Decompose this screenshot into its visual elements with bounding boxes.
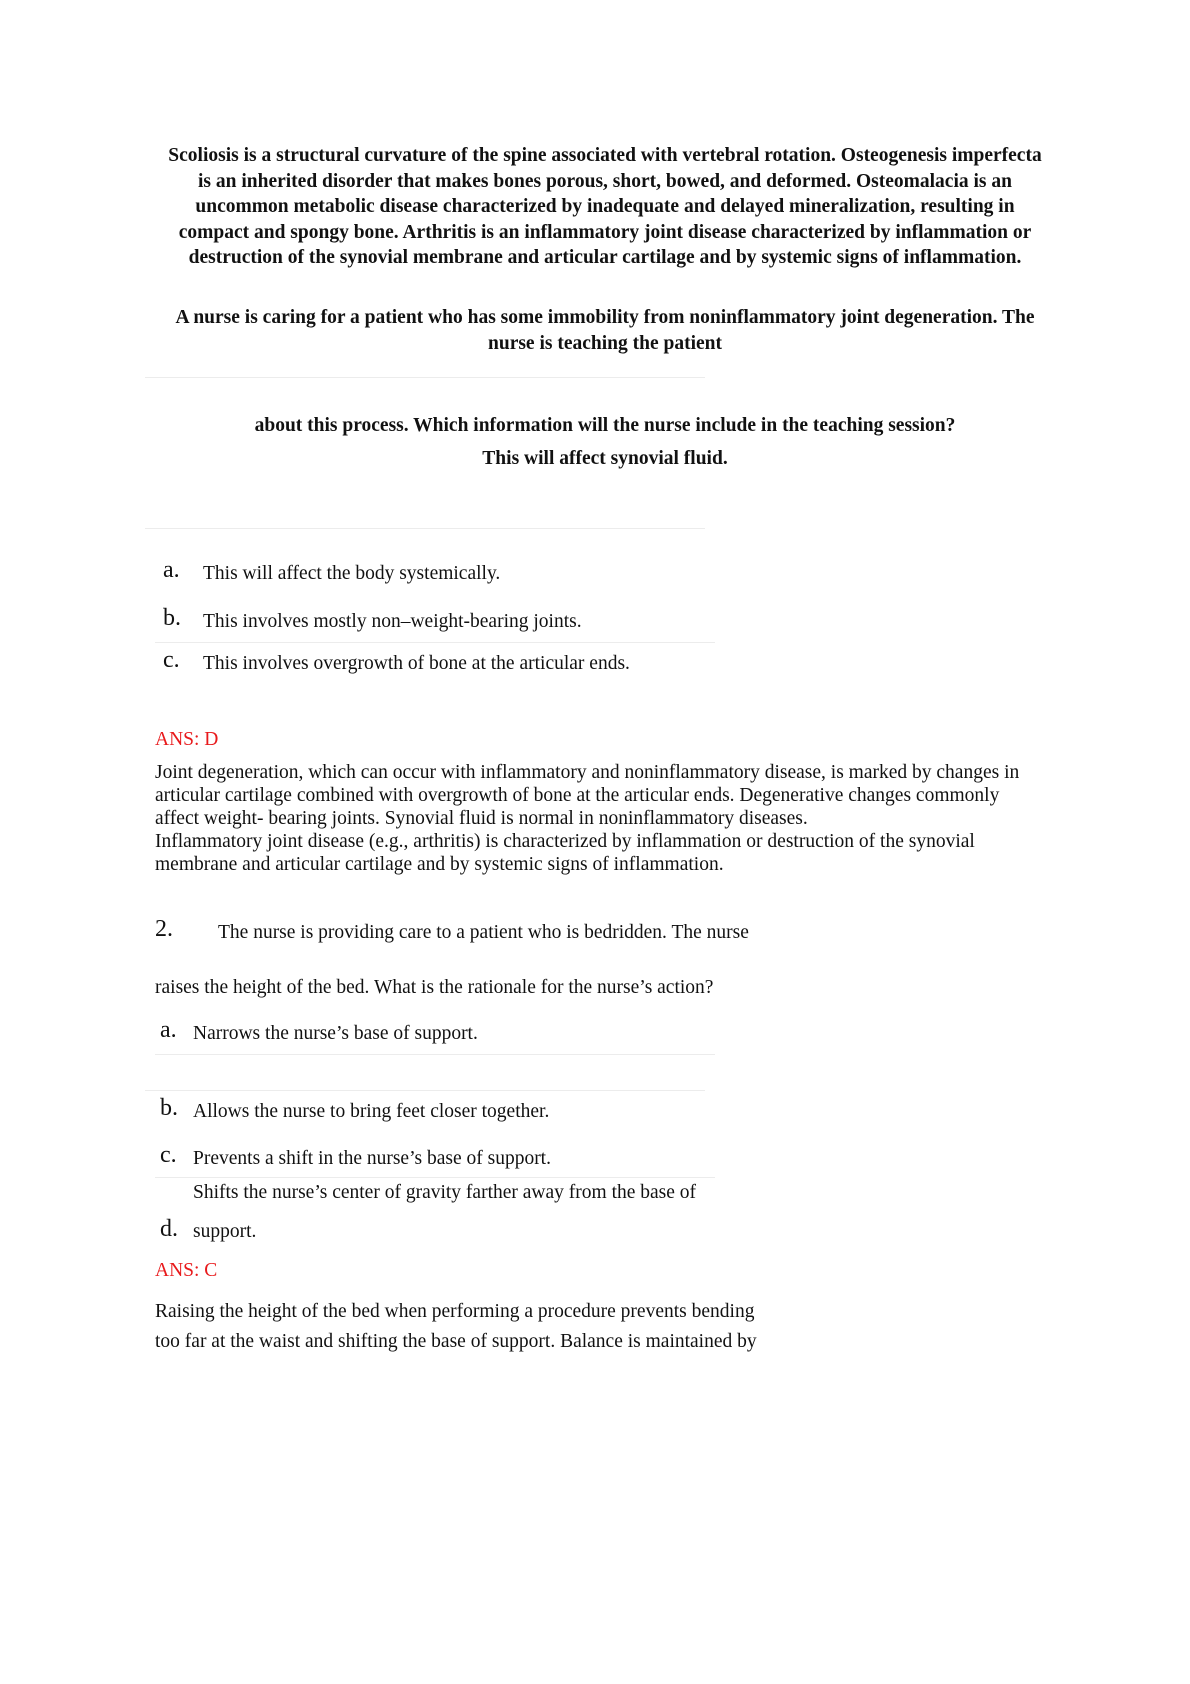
- q2-stem-part1: The nurse is providing care to a patient who is bedridden. The nurse: [218, 922, 749, 943]
- option-letter: c.: [163, 647, 180, 673]
- rationale-block: Scoliosis is a structural curvature of the spine associated with vertebral rotation. Osteogenesis imperfecta is an inherited disorder that makes bones porous, short, bowed, and deformed. Osteomalacia is an uncommon metabolic disease characterized by inadequate and delayed mineralization, resulting in compact and spongy bone. Arthritis is an inflammatory joint disease characterized by inflammation or destruction of the synovial membrane and articular cartilage and by systemic signs of inflammation.: [168, 145, 1042, 268]
- explanation-paragraph: Inflammatory joint disease (e.g., arthritis) is characterized by inflammation or destruction of the synovial membrane and articular cartilage and by systemic signs of inflammation.: [155, 831, 975, 875]
- option-letter: b.: [163, 605, 181, 631]
- divider: [145, 528, 705, 529]
- q2-explanation-line2: too far at the waist and shifting the base of support. Balance is maintained by: [155, 1331, 757, 1352]
- q2-answer: ANS: C: [155, 1260, 218, 1281]
- option-text: Allows the nurse to bring feet closer together.: [193, 1101, 550, 1122]
- option-text: Prevents a shift in the nurse’s base of support.: [193, 1148, 551, 1169]
- q2-number: 2.: [155, 916, 173, 942]
- question-option-d: This will affect synovial fluid.: [482, 448, 728, 469]
- option-letter: c.: [160, 1142, 177, 1168]
- option-letter: a.: [160, 1017, 177, 1043]
- option-text-line2: support.: [193, 1221, 257, 1242]
- question-stem-part1: A nurse is caring for a patient who has some immobility from noninflammatory joint degeneration. The nurse is teaching the patient: [175, 307, 1035, 354]
- divider: [155, 1177, 715, 1178]
- option-text: Narrows the nurse’s base of support.: [193, 1023, 478, 1044]
- q1-explanation: [155, 761, 1045, 876]
- option-letter: a.: [163, 557, 180, 583]
- q1-answer: ANS: D: [155, 729, 219, 750]
- question-stem-part2: about this process. Which information will the nurse include in the teaching session?: [254, 415, 956, 436]
- q2-explanation-line1: Raising the height of the bed when performing a procedure prevents bending: [155, 1301, 755, 1322]
- explanation-paragraph: Joint degeneration, which can occur with inflammatory and noninflammatory disease, is marked by changes in articular cartilage combined with overgrowth of bone at the articular ends. Degenerative changes commonly affect weight- bearing joints. Synovial fluid is normal in noninflammatory diseases.: [155, 762, 1020, 829]
- option-letter: d.: [160, 1216, 178, 1242]
- option-text: This involves mostly non–weight-bearing joints.: [203, 611, 582, 632]
- option-letter: b.: [160, 1095, 178, 1121]
- q2-stem-part2: raises the height of the bed. What is the rationale for the nurse’s action?: [155, 977, 714, 998]
- divider: [145, 1090, 705, 1091]
- option-text-line1: Shifts the nurse’s center of gravity farther away from the base of: [193, 1182, 697, 1203]
- divider: [155, 1054, 715, 1055]
- option-text: This involves overgrowth of bone at the articular ends.: [203, 653, 630, 674]
- option-text: This will affect the body systemically.: [203, 563, 501, 584]
- divider: [145, 377, 705, 378]
- divider: [155, 642, 715, 643]
